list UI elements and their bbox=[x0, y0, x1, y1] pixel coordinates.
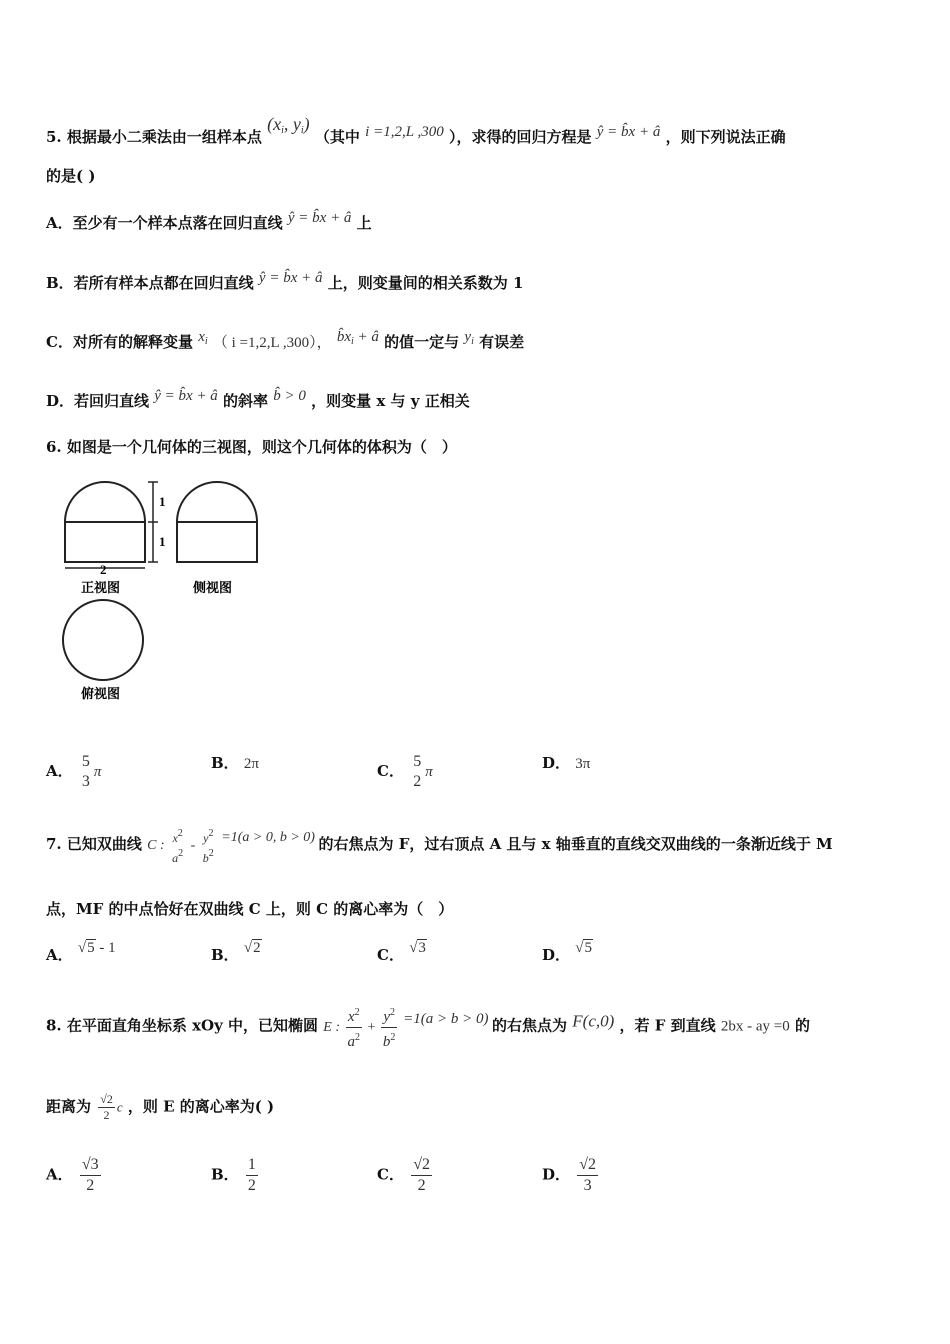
q7-option-b-key: B． bbox=[211, 946, 239, 964]
q5-among: （其中 bbox=[314, 128, 360, 146]
front-view bbox=[65, 482, 145, 562]
q6-option-a-key: A． bbox=[46, 762, 73, 780]
side-view bbox=[177, 482, 257, 562]
q8-option-a-frac: $\frac{√3}{2}$ bbox=[81, 1156, 99, 1194]
q7-option-c-key: C． bbox=[377, 946, 404, 964]
q7-stem-rest: 的右焦点为 F，过右顶点 A 且与 x 轴垂直的直线交双曲线的一条渐近线于 M bbox=[318, 835, 833, 854]
q7-stem-line2: 点，MF 的中点恰好在双曲线 C 上，则 C 的离心率为（ ） bbox=[46, 900, 454, 918]
q5-option-b bbox=[46, 270, 523, 293]
q8-option-b-key: B． bbox=[211, 1165, 239, 1184]
q5-option-c-yi: $y_i$ bbox=[464, 329, 474, 347]
q8-option-b bbox=[211, 1155, 260, 1196]
dim-label-bottom: 1 bbox=[159, 534, 166, 549]
q7-option-b-value: √2 bbox=[243, 940, 261, 956]
q6-option-a-frac: 5 3 bbox=[81, 753, 90, 790]
q5-option-c-range: （ i =1,2,L ,300）， bbox=[212, 335, 332, 351]
q5-regression-eq: ŷ = b̂x + â bbox=[596, 124, 661, 140]
front-view-rect bbox=[65, 522, 145, 562]
q8-option-c bbox=[377, 1155, 434, 1196]
q7-option-b bbox=[211, 938, 262, 965]
q5-sample-point: ($x_i$, $y_i$) bbox=[267, 114, 310, 136]
q8-line-eq: 2bx - ay =0 bbox=[720, 1018, 790, 1035]
q8-option-b-frac: $\frac{1}{2}$ bbox=[247, 1156, 256, 1194]
q5-close: ），求得的回归方程是 bbox=[449, 128, 592, 146]
q5-tail: ，则下列说法正确 bbox=[665, 128, 786, 146]
q5-stem-line2: 的是( ) bbox=[46, 167, 96, 185]
top-view-label: 俯视图 bbox=[81, 687, 121, 702]
q8-stem-line-text: ，若 F 到直线 bbox=[619, 1016, 716, 1035]
q6-option-b-value: 2π bbox=[243, 756, 259, 772]
q7-option-a-value: √5 - 1 bbox=[77, 940, 116, 956]
q5-range: i =1,2,L ,300 bbox=[365, 124, 444, 140]
q8-option-c-key: C． bbox=[377, 1165, 404, 1184]
q8-option-a bbox=[46, 1155, 103, 1196]
front-view-label: 正视图 bbox=[81, 581, 121, 596]
q5-option-c-eq: $b̂x_i$ + â bbox=[336, 329, 379, 347]
q5-option-a-post: 上 bbox=[356, 214, 372, 232]
q6-option-d-key: D． bbox=[542, 754, 571, 772]
q8-stem bbox=[46, 1003, 810, 1052]
q6-option-c-frac: 5 2 bbox=[413, 753, 422, 790]
q6-option-a-pi: π bbox=[93, 764, 102, 780]
q5-option-c-xi: $x_i$ bbox=[198, 329, 208, 347]
q5-option-b-text: B．若所有样本点都在回归直线 bbox=[46, 274, 254, 292]
front-view-semicircle bbox=[65, 482, 145, 522]
q6-option-c-pi: π bbox=[425, 764, 433, 780]
q5-option-c bbox=[46, 329, 524, 352]
q5-option-a-eq: ŷ = b̂x + â bbox=[287, 210, 352, 226]
q5-option-d-eq: ŷ = b̂x + â bbox=[154, 388, 218, 404]
q8-option-a-key: A． bbox=[46, 1165, 73, 1184]
q8-distance-text: 距离为 bbox=[46, 1097, 92, 1116]
dim-label-top: 1 bbox=[159, 494, 166, 509]
q7-option-d bbox=[542, 938, 593, 965]
q5-stem-text: 5. 根据最小二乘法由一组样本点 bbox=[46, 128, 262, 146]
q7-stem-text: 7. 已知双曲线 bbox=[46, 835, 142, 854]
q5-stem bbox=[46, 114, 786, 147]
q5-option-d bbox=[46, 388, 470, 411]
q8-distance-frac: $\frac{√2}{2}$ bbox=[100, 1092, 113, 1122]
q8-ellipse-eq: E : $\frac{x^2}{a^2}$ + $\frac{y^2}{b^2}$ =1(a > b > 0) bbox=[323, 1020, 492, 1035]
q7-option-d-value: √5 bbox=[575, 940, 592, 956]
q6-option-d bbox=[542, 752, 590, 773]
q5-option-c-post: 有误差 bbox=[479, 333, 525, 351]
q8-eccentricity-text: ，则 E 的离心率为( ) bbox=[127, 1097, 275, 1116]
q8-stem-focus-text: 的右焦点为 bbox=[492, 1016, 568, 1035]
side-view-label: 侧视图 bbox=[193, 581, 233, 596]
q8-option-d-frac: $\frac{√2}{3}$ bbox=[579, 1156, 597, 1194]
q8-option-d-key: D． bbox=[542, 1165, 571, 1184]
three-view-figure bbox=[55, 476, 275, 711]
q6-option-b-key: B． bbox=[211, 754, 239, 772]
q6-option-c bbox=[377, 752, 433, 792]
q7-option-a bbox=[46, 938, 116, 965]
q7-option-a-key: A． bbox=[46, 946, 73, 964]
q6-option-a bbox=[46, 752, 101, 792]
q8-focus: F(c,0) bbox=[572, 1011, 615, 1031]
q8-stem-de: 的 bbox=[794, 1016, 810, 1035]
q7-option-c bbox=[377, 938, 427, 965]
top-view-circle bbox=[63, 600, 143, 680]
q6-option-d-value: 3π bbox=[575, 756, 591, 772]
q6-stem: 6. 如图是一个几何体的三视图，则这个几何体的体积为（ ） bbox=[46, 438, 457, 456]
q8-stem-text: 8. 在平面直角坐标系 xOy 中，已知椭圆 bbox=[46, 1016, 319, 1035]
q5-option-c-text: C．对所有的解释变量 bbox=[46, 333, 193, 351]
q8-distance-c: c bbox=[116, 1099, 123, 1115]
q7-option-c-value: √3 bbox=[409, 940, 426, 956]
q7-stem bbox=[46, 826, 833, 866]
q5-option-c-mid: 的值一定与 bbox=[384, 333, 460, 351]
q5-option-d-post: ，则变量 x 与 y 正相关 bbox=[311, 392, 470, 410]
q5-option-d-mid: 的斜率 bbox=[223, 392, 269, 410]
dim-label-width: 2 bbox=[100, 562, 107, 577]
q6-option-c-key: C． bbox=[377, 762, 404, 780]
q8-option-c-frac: $\frac{√2}{2}$ bbox=[413, 1156, 430, 1194]
q7-hyperbola-eq: C : $x^2$ $a^2$ - $y^2$ $b^2$ =1(a > 0, b > 0) bbox=[147, 828, 315, 865]
q5-option-a bbox=[46, 210, 372, 233]
q5-option-a-text: A．至少有一个样本点落在回归直线 bbox=[46, 214, 283, 232]
q8-stem-line2 bbox=[46, 1092, 274, 1123]
q5-option-b-eq: ŷ = b̂x + â bbox=[258, 270, 323, 286]
q8-option-d bbox=[542, 1155, 600, 1196]
q6-option-b bbox=[211, 752, 259, 773]
q7-option-d-key: D． bbox=[542, 946, 571, 964]
q5-option-b-post: 上，则变量间的相关系数为 1 bbox=[327, 274, 524, 292]
q5-option-d-cond: b̂ > 0 bbox=[273, 388, 306, 404]
q5-option-d-text: D．若回归直线 bbox=[46, 392, 150, 410]
